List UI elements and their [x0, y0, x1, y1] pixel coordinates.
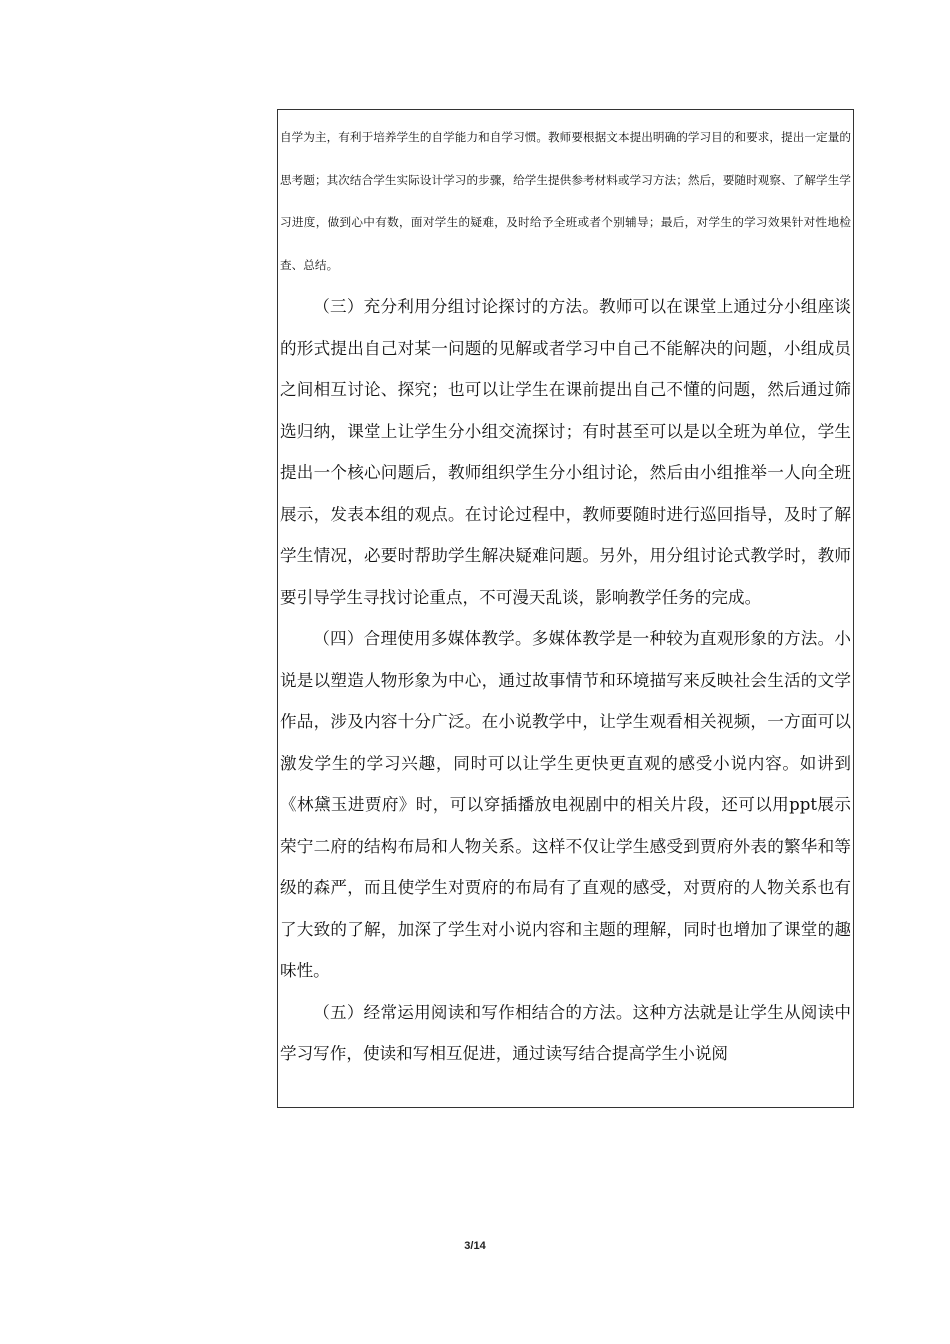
paragraph-self-study: 自学为主，有利于培养学生的自学能力和自学习惯。教师要根据文本提出明确的学习目的和要求，提出一定量的思考题；其次结合学生实际设计学习的步骤，给学生提供参考材料或学习方法；然后，要随时观察、了解学生学习进度，做到心中有数，面对学生的疑难，及时给予全班或者个别辅导；最后，对学生的学习效果针对性地检查、总结。: [280, 130, 851, 272]
paragraph-multimedia: （四）合理使用多媒体教学。多媒体教学是一种较为直观形象的方法。小说是以塑造人物形象为中心，通过故事情节和环境描写来反映社会生活的文学作品，涉及内容十分广泛。在小说教学中，让学生观看相关视频，一方面可以激发学生的学习兴趣，同时可以让学生更快更直观的感受小说内容。如讲到《林黛玉进贾府》时，可以穿插播放电视剧中的相关片段，还可以用ppt展示荣宁二府的结构布局和人物关系。这样不仅让学生感受到贾府外表的繁华和等级的森严，而且使学生对贾府的布局有了直观的感受，对贾府的人物关系也有了大致的了解，加深了学生对小说内容和主题的理解，同时也增加了课堂的趣味性。: [280, 629, 851, 980]
content-frame: [277, 109, 854, 1108]
paragraph-reading-writing: （五）经常运用阅读和写作相结合的方法。这种方法就是让学生从阅读中学习写作，使读和写相互促进，通过读写结合提高学生小说阅: [280, 1002, 851, 1063]
page-number: 3/14: [464, 1240, 486, 1252]
paragraph-group-discussion: （三）充分利用分组讨论探讨的方法。教师可以在课堂上通过分小组座谈的形式提出自己对某一问题的见解或者学习中自己不能解决的问题，小组成员之间相互讨论、探究；也可以让学生在课前提出自己不懂的问题，然后通过筛选归纳，课堂上让学生分小组交流探讨；有时甚至可以是以全班为单位，学生提出一个核心问题后，教师组织学生分小组讨论，然后由小组推举一人向全班展示，发表本组的观点。在讨论过程中，教师要随时进行巡回指导，及时了解学生情况，必要时帮助学生解决疑难问题。另外，用分组讨论式教学时，教师要引导学生寻找讨论重点，不可漫天乱谈，影响教学任务的完成。: [280, 297, 851, 607]
